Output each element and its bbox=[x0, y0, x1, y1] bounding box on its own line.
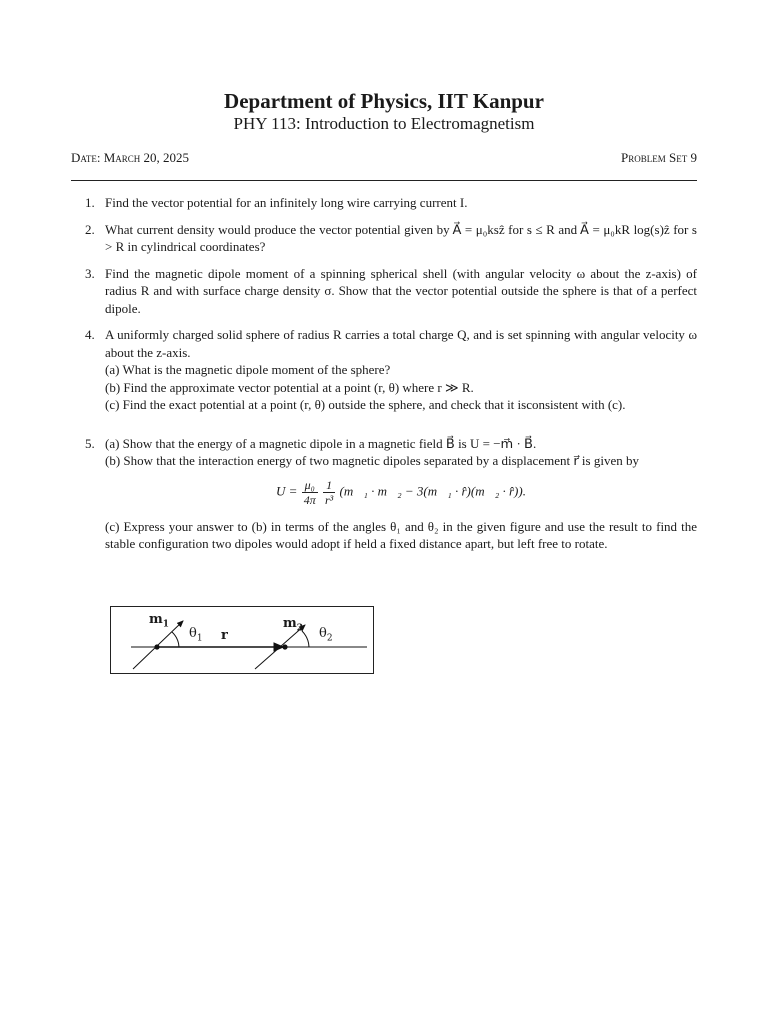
fraction-numerator: μ₀ bbox=[302, 478, 318, 493]
problem-text: Find the magnetic dipole moment of a spinning spherical shell (with angular velocity ω about the z-axis) of radius R and with surface charge density σ. Show that the vector potential outside the sphere is that of a perfect dipole. bbox=[105, 265, 697, 316]
r-label: r bbox=[221, 628, 228, 643]
page-subtitle: PHY 113: Introduction to Electromagnetism bbox=[233, 114, 535, 133]
problem-number: 2. bbox=[85, 221, 95, 237]
page-title: Department of Physics, IIT Kanpur bbox=[224, 89, 544, 113]
meta-row bbox=[71, 150, 697, 166]
problem-number: 4. bbox=[85, 327, 95, 342]
interaction-energy-equation bbox=[105, 478, 697, 510]
fraction-denominator: r³ bbox=[324, 492, 334, 507]
equation-body bbox=[276, 478, 526, 507]
m2-label: $m_2$ bbox=[283, 616, 304, 634]
problem-3 bbox=[85, 265, 697, 318]
problem-1 bbox=[85, 194, 697, 212]
equation-fraction-distance bbox=[323, 478, 335, 507]
problem-set-label: Problem Set 9 bbox=[621, 150, 697, 165]
equation-lhs: U = bbox=[276, 482, 298, 498]
problem-5 bbox=[85, 435, 697, 553]
dipole-figure bbox=[110, 606, 374, 674]
problem-part-b: (b) Show that the interaction energy of two magnetic dipoles separated by a displacement r⃗ is given by bbox=[105, 453, 639, 468]
problem-part-a: (a) Show that the energy of a magnetic dipole in a magnetic field B⃗ is U = −m⃗ · B⃗. bbox=[105, 435, 537, 451]
equation-rhs: (m⃗₁ · m⃗₂ − 3(m⃗₁ · r̂)(m⃗₂ · r̂)). bbox=[339, 482, 526, 498]
problem-list bbox=[85, 194, 697, 562]
problem-2 bbox=[85, 221, 697, 256]
problem-part-b: (b) Find the approximate vector potential at a point (r, θ) where r ≫ R. bbox=[105, 379, 474, 395]
problem-4 bbox=[85, 326, 697, 414]
theta2-label: $\theta_2$ bbox=[319, 626, 333, 644]
theta-1-arc bbox=[172, 632, 179, 647]
problem-text: Find the vector potential for an infinitely long wire carrying current I. bbox=[105, 195, 468, 210]
problem-number: 3. bbox=[85, 265, 95, 281]
date-label: Date: March 20, 2025 bbox=[71, 150, 190, 165]
problem-number: 5. bbox=[85, 435, 95, 451]
problem-part-c: (c) Find the exact potential at a point (r, θ) outside the sphere, and check that it isconsistent with (c). bbox=[105, 397, 626, 412]
spacer bbox=[85, 423, 697, 435]
dipole-2-point bbox=[282, 644, 287, 649]
problem-part-a: (a) What is the magnetic dipole moment of the sphere? bbox=[105, 362, 391, 377]
m1-label: $m_1$ bbox=[149, 612, 170, 630]
problem-text: What current density would produce the vector potential given by A⃗ = μ₀ksẑ for s ≤ R and A⃗ = μ₀kR log(s)ẑ for s > R in cylindrical coordinates? bbox=[105, 221, 697, 254]
header-rule bbox=[71, 180, 697, 181]
theta-2-arc bbox=[302, 631, 309, 647]
fraction-denominator: 4π bbox=[303, 492, 316, 507]
equation-fraction-constant bbox=[302, 478, 318, 507]
fraction-numerator: 1 bbox=[323, 478, 335, 493]
problem-part-c: (c) Express your answer to (b) in terms of the angles θ₁ and θ₂ in the given figure and use the result to find the stable configuration two dipoles would adopt if held a fixed distance apart, but left free to rotate. bbox=[105, 518, 697, 551]
problem-text: A uniformly charged solid sphere of radius R carries a total charge Q, and is set spinning with angular velocity ω about the z-axis. bbox=[105, 327, 697, 360]
dipole-1-point bbox=[154, 644, 159, 649]
problem-number: 1. bbox=[85, 195, 95, 210]
theta1-label: $\theta_1$ bbox=[189, 626, 203, 644]
